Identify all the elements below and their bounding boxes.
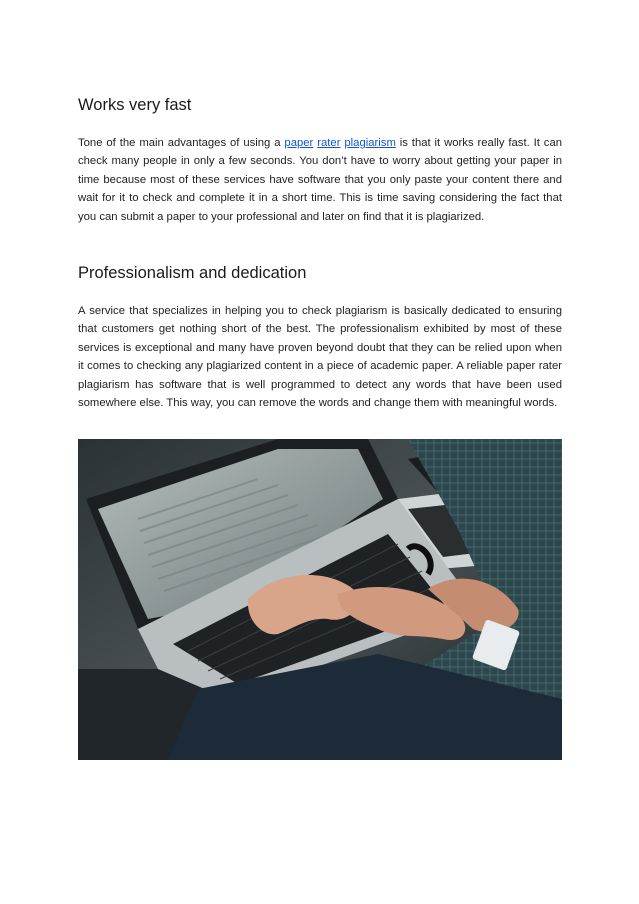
link-rater[interactable]: rater: [317, 137, 341, 149]
link-paper[interactable]: paper: [284, 137, 314, 149]
heading-professionalism: Professionalism and dedication: [78, 264, 307, 282]
paragraph-works-very-fast: [78, 134, 562, 226]
heading-works-very-fast: Works very fast: [78, 96, 192, 114]
paragraph-text-start: Tone of the main advantages of using a: [78, 137, 285, 149]
photo-illustration: [78, 439, 562, 760]
link-plagiarism[interactable]: plagiarism: [344, 137, 396, 149]
paragraph-text-end: is that it works really fast. It can check many people in only a few seconds. You don’t have to worry about getting your paper in time because most of these services have software that you only paste your content there and wait for it to check and complete it in a short time. This is time saving considering the fact that you can submit a paper to your professional and later on find that it is plagiarized.: [78, 137, 563, 223]
laptop-typing-photo: [78, 439, 562, 760]
paragraph-professionalism: A service that specializes in helping you to check plagiarism is basically dedicated to ensuring that customers get nothing short of the best. The professionalism exhibited by most of these services is exceptional and many have proven beyond doubt that they can be relied upon when it comes to checking any plagiarized content in a piece of academic paper. A reliable paper rater plagiarism has software that is well programmed to detect any words that have been used somewhere else. This way, you can remove the words and change them with meaningful words.: [78, 305, 562, 410]
